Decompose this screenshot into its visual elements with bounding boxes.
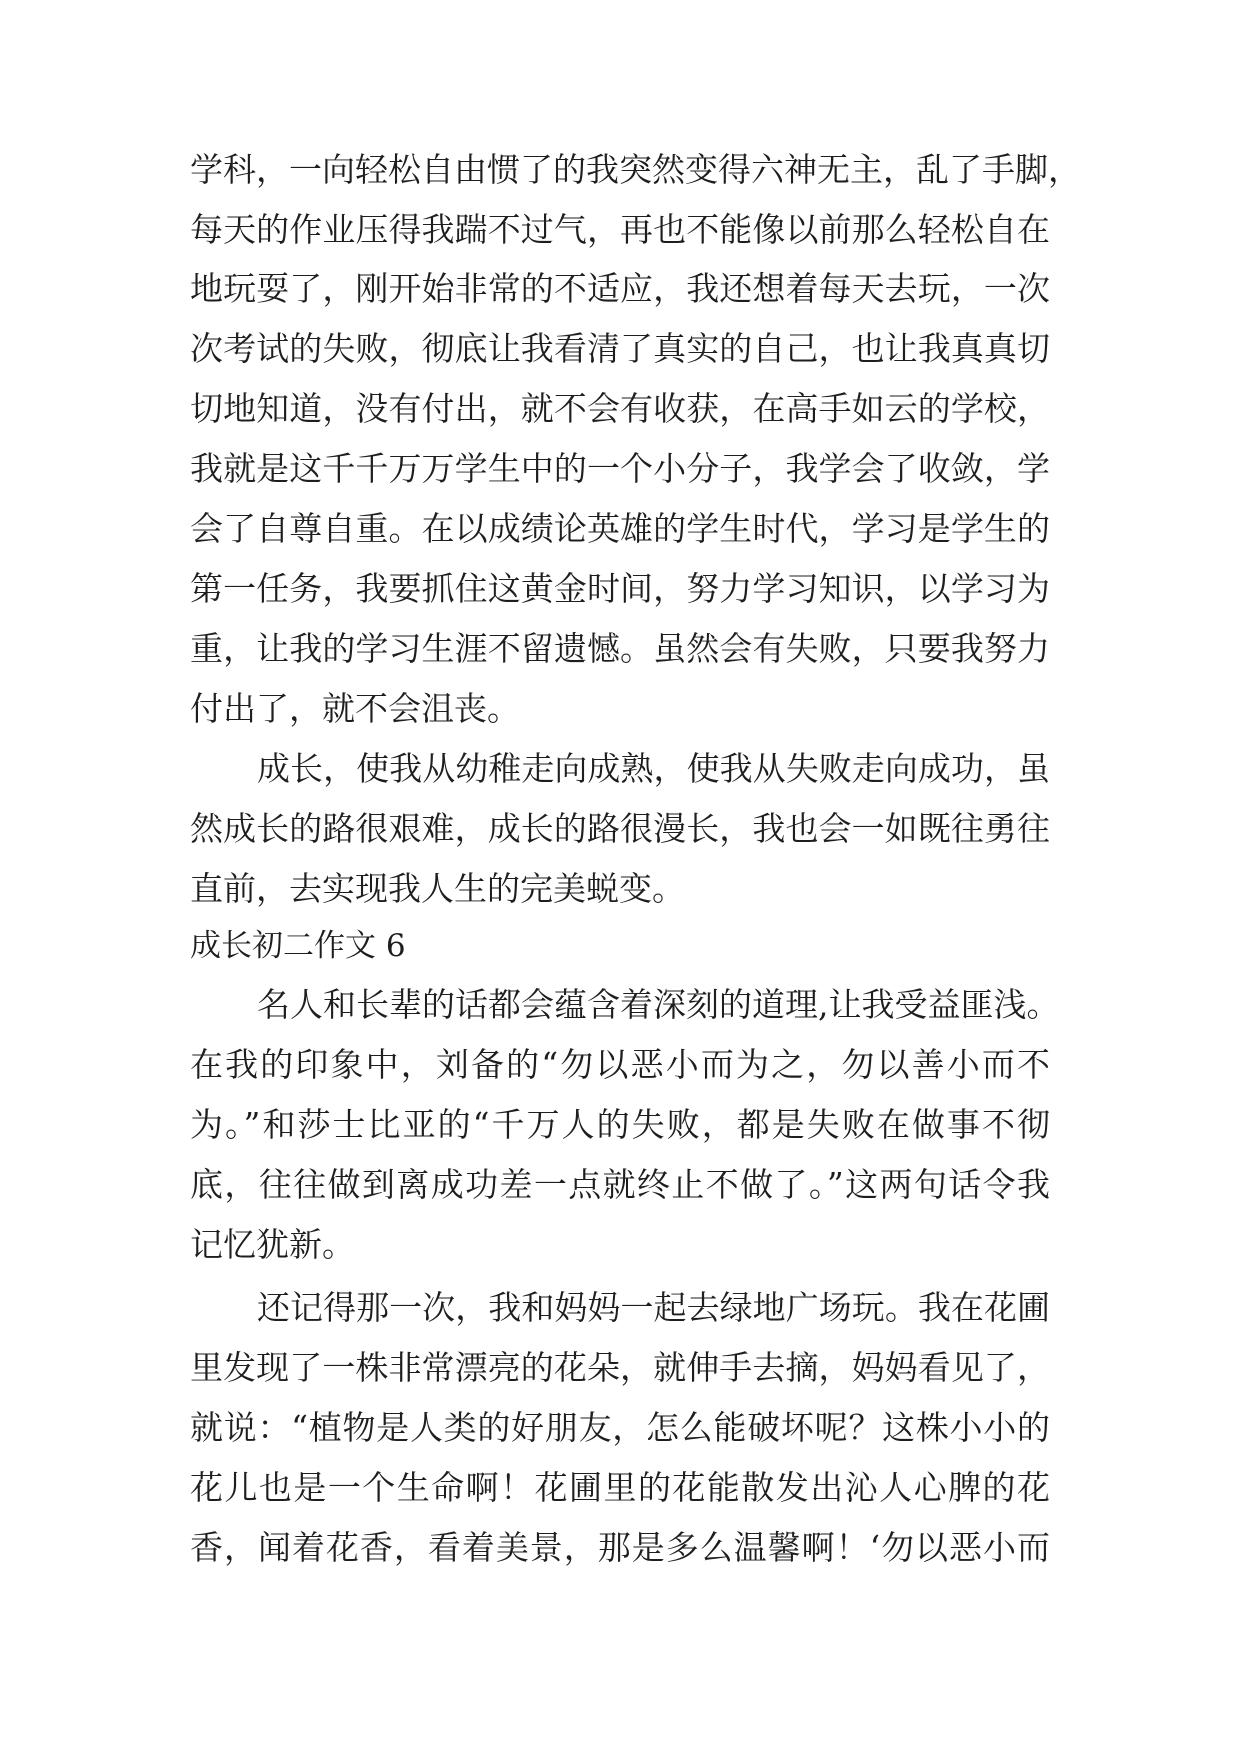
paragraph-line: 花儿也是一个生命啊！花圃里的花能散发出沁人心脾的花 xyxy=(190,1468,1050,1507)
paragraph-line: 记忆犹新。 xyxy=(190,1225,355,1264)
paragraph-line: 重，让我的学习生涯不留遗憾。虽然会有失败，只要我努力 xyxy=(190,629,1050,668)
paragraph-line: 就说：“植物是人类的好朋友，怎么能破坏呢？这株小小的 xyxy=(190,1408,1050,1447)
paragraph-line: 为。”和莎士比亚的“千万人的失败，都是失败在做事不彻 xyxy=(190,1105,1050,1144)
paragraph-line: 学科，一向轻松自由惯了的我突然变得六神无主，乱了手脚， xyxy=(190,150,1081,189)
paragraph-line: 底，往往做到离成功差一点就终止不做了。”这两句话令我 xyxy=(190,1165,1050,1204)
paragraph-line: 成长，使我从幼稚走向成熟，使我从失败走向成功，虽 xyxy=(257,749,1050,788)
paragraph-line: 付出了，就不会沮丧。 xyxy=(190,689,520,728)
paragraph-line: 直前，去实现我人生的完美蜕变。 xyxy=(190,869,685,908)
paragraph-line: 然成长的路很艰难，成长的路很漫长，我也会一如既往勇往 xyxy=(190,809,1050,848)
paragraph-line: 我就是这千千万万学生中的一个小分子，我学会了收敛，学 xyxy=(190,449,1050,488)
paragraph-line: 第一任务，我要抓住这黄金时间，努力学习知识，以学习为 xyxy=(190,569,1050,608)
paragraph-line: 每天的作业压得我踹不过气，再也不能像以前那么轻松自在 xyxy=(190,210,1050,249)
paragraph-line: 地玩耍了，刚开始非常的不适应，我还想着每天去玩，一次 xyxy=(190,269,1050,308)
paragraph-line: 名人和长辈的话都会蕴含着深刻的道理,让我受益匪浅。 xyxy=(257,985,1060,1024)
paragraph-line: 在我的印象中，刘备的“勿以恶小而为之，勿以善小而不 xyxy=(190,1045,1050,1084)
section-heading: 成长初二作文 6 xyxy=(190,928,406,964)
paragraph-line: 里发现了一株非常漂亮的花朵，就伸手去摘，妈妈看见了， xyxy=(190,1348,1050,1387)
paragraph-line: 次考试的失败，彻底让我看清了真实的自己，也让我真真切 xyxy=(190,329,1050,368)
paragraph-line: 切地知道，没有付出，就不会有收获，在高手如云的学校， xyxy=(190,389,1050,428)
paragraph-line: 会了自尊自重。在以成绩论英雄的学生时代，学习是学生的 xyxy=(190,509,1050,548)
paragraph-line: 还记得那一次，我和妈妈一起去绿地广场玩。我在花圃 xyxy=(257,1288,1050,1327)
paragraph-line: 香，闻着花香，看着美景，那是多么温馨啊！‘勿以恶小而 xyxy=(190,1528,1050,1567)
